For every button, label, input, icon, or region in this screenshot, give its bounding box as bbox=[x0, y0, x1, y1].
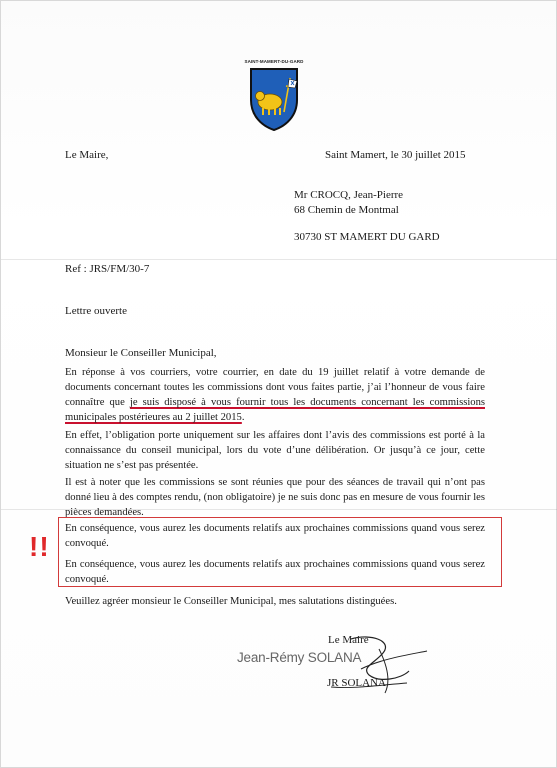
place-date: Saint Mamert, le 30 juillet 2015 bbox=[325, 149, 466, 161]
paragraph-1-text: En réponse à vos courriers, votre courrier, en date du 19 juillet relatif à votre demande de documents concernant toutes les commissions dont vous faites partie, j’ai l’honneur de vous faire connaître que bbox=[65, 367, 485, 408]
paragraph-2: En effet, l’obligation porte uniquement sur les affaires dont l’avis des commissions est porté à la connaissance du conseil municipal, lors du vote d’une délibération. Or jusqu’à ce jour, cette situation ne s’est pas présentée. bbox=[65, 430, 485, 471]
subject: Lettre ouverte bbox=[65, 305, 127, 317]
signature-title: Le Maire bbox=[328, 634, 369, 646]
paragraph-1 bbox=[65, 365, 485, 425]
handwritten-signature-icon bbox=[331, 629, 431, 699]
paragraph-5: En conséquence, vous aurez les documents relatifs aux prochaines commissions quand vous serez convoqué. bbox=[65, 559, 485, 585]
signature-typed-name: Jean-Rémy SOLANA bbox=[237, 650, 362, 665]
signature-initials: JR SOLANA bbox=[327, 677, 386, 689]
recipient-city: 30730 ST MAMERT DU GARD bbox=[294, 231, 440, 243]
paper-fold-line bbox=[1, 259, 557, 260]
sender-label: Le Maire, bbox=[65, 149, 109, 161]
salutation: Monsieur le Conseiller Municipal, bbox=[65, 347, 217, 359]
highlighted-commitment: je suis disposé à vous fournir tous les documents concernant les commissions municipales postérieures au 2 juillet 2015 bbox=[65, 397, 485, 423]
paragraph-4: En conséquence, vous aurez les documents relatifs aux prochaines commissions quand vous serez convoqué. bbox=[65, 523, 485, 549]
recipient-name: Mr CROCQ, Jean-Pierre bbox=[294, 189, 404, 201]
recipient-street: 68 Chemin de Montmal bbox=[294, 204, 399, 216]
exclamation-annotation: !! bbox=[29, 531, 50, 562]
closing-formula: Veuillez agréer monsieur le Conseiller Municipal, mes salutations distinguées. bbox=[65, 596, 397, 607]
reference: Ref : JRS/FM/30-7 bbox=[65, 263, 150, 275]
town-crest bbox=[242, 59, 306, 137]
paragraph-1-end: . bbox=[241, 412, 245, 423]
town-name: SAINT-MAMERT-DU-GARD bbox=[244, 59, 304, 64]
paragraph-3: Il est à noter que les commissions se sont réunies que pour des séances de travail qui n’ont pas donné lieu à des comptes rendu, (non obligatoire) je ne suis donc pas en mesure de vous fournir les pièces demandées. bbox=[65, 477, 485, 518]
coat-of-arms-icon bbox=[248, 66, 300, 132]
